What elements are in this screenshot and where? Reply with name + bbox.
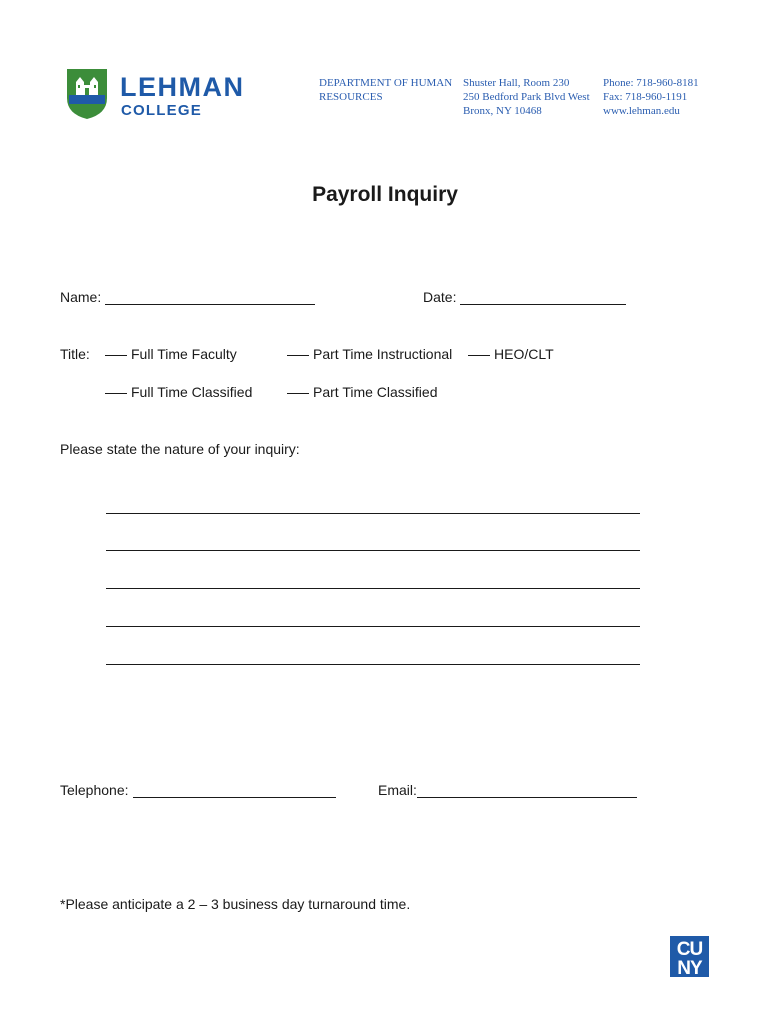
option-blank[interactable] — [468, 355, 490, 356]
option-part-time-classified[interactable] — [287, 384, 437, 400]
inquiry-line[interactable] — [106, 513, 640, 514]
cuny-logo — [670, 936, 709, 977]
fax-line: Fax: 718-960-1191 — [603, 91, 688, 103]
email-label: Email: — [378, 782, 417, 798]
website-line: www.lehman.edu — [603, 105, 680, 117]
address-line: Shuster Hall, Room 230 — [463, 77, 570, 89]
department-line: DEPARTMENT OF HUMAN — [319, 77, 453, 89]
option-heo-clt[interactable] — [468, 346, 554, 362]
page-title: Payroll Inquiry — [312, 183, 458, 206]
option-label: Part Time Classified — [313, 384, 438, 400]
option-label: Full Time Classified — [131, 384, 253, 400]
inquiry-line[interactable] — [106, 550, 640, 551]
logo-text-college: COLLEGE — [121, 102, 202, 119]
inquiry-prompt: Please state the nature of your inquiry: — [60, 441, 300, 457]
name-field[interactable] — [105, 304, 315, 305]
option-full-time-classified[interactable] — [105, 384, 252, 400]
name-label: Name: — [60, 289, 102, 305]
address-line: 250 Bedford Park Blvd West — [463, 91, 590, 103]
cuny-logo-icon — [670, 936, 709, 977]
turnaround-footnote: *Please anticipate a 2 – 3 business day turnaround time. — [60, 896, 411, 912]
telephone-field[interactable] — [133, 797, 336, 798]
phone-line: Phone: 718-960-8181 — [603, 77, 699, 89]
email-field[interactable] — [417, 797, 637, 798]
option-label: Part Time Instructional — [313, 346, 453, 362]
option-part-time-instructional[interactable] — [287, 346, 452, 362]
option-label: Full Time Faculty — [131, 346, 237, 362]
address-block — [463, 76, 590, 118]
inquiry-line[interactable] — [106, 664, 640, 665]
lehman-college-logo — [66, 68, 246, 120]
inquiry-line[interactable] — [106, 626, 640, 627]
date-label: Date: — [423, 289, 457, 305]
option-blank[interactable] — [105, 393, 127, 394]
cuny-logo-text-bottom: NY — [677, 958, 702, 977]
option-blank[interactable] — [287, 355, 309, 356]
telephone-label: Telephone: — [60, 782, 129, 798]
option-blank[interactable] — [287, 393, 309, 394]
option-full-time-faculty[interactable] — [105, 346, 237, 362]
address-line: Bronx, NY 10468 — [463, 105, 542, 117]
option-blank[interactable] — [105, 355, 127, 356]
inquiry-line[interactable] — [106, 588, 640, 589]
option-label: HEO/CLT — [494, 346, 554, 362]
logo-text-lehman: LEHMAN — [120, 72, 245, 102]
cuny-logo-text-top: CU — [676, 939, 703, 960]
lehman-shield-icon — [66, 68, 108, 120]
department-block — [319, 76, 452, 104]
title-label: Title: — [60, 346, 90, 362]
department-line: RESOURCES — [319, 91, 383, 103]
contact-block — [603, 76, 699, 118]
date-field[interactable] — [460, 304, 626, 305]
